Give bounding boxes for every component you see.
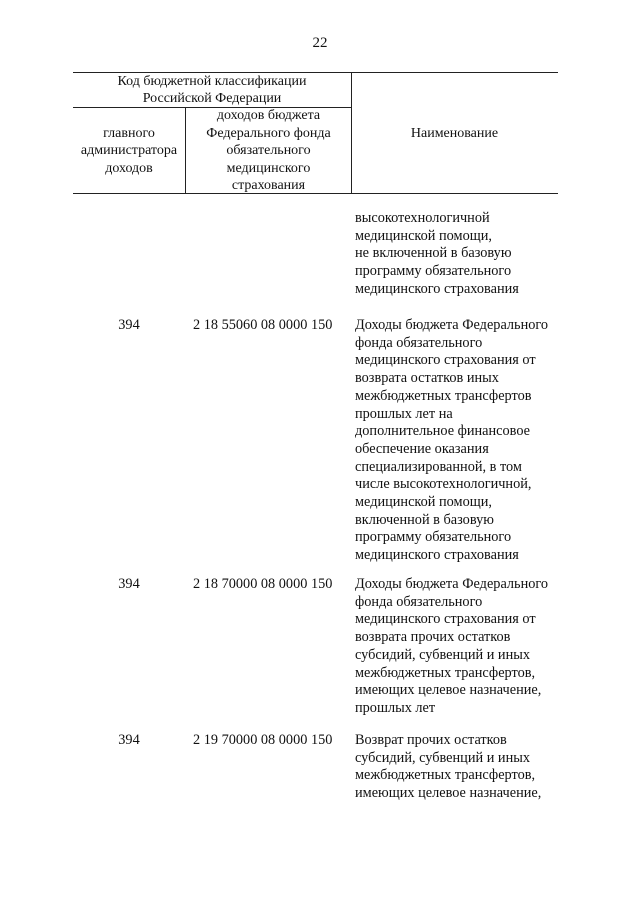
- budget-code: 2 19 70000 08 0000 150: [193, 732, 333, 748]
- header-col-admin: главного администратора доходов: [80, 125, 178, 176]
- admin-code: 394: [118, 576, 140, 592]
- row-name: Доходы бюджета Федерального фонда обязательного медицинского страхования от возврата остатков иных межбюджетных трансфертов прошлых лет на дополнительное финансовое обеспечение оказания специализированной, в том числе высокотехнологичной, медицинской помощи, включенной в базовую программу обязательного медицинского страхования: [355, 317, 549, 564]
- header-col-fund: доходов бюджета Федерального фонда обязательного медицинского страхования: [206, 108, 331, 194]
- table-header: [73, 72, 558, 194]
- row-name: Возврат прочих остатков субсидий, субвенций и иных межбюджетных трансфертов, имеющих целевое назначение,: [355, 732, 542, 802]
- continuation-text: высокотехнологичной медицинской помощи, не включенной в базовую программу обязательного медицинского страхования: [355, 210, 519, 297]
- row-name: Доходы бюджета Федерального фонда обязательного медицинского страхования от возврата прочих остатков субсидий, субвенций и иных межбюджетных трансфертов, имеющих целевое назначение, прошлых лет: [355, 576, 549, 716]
- header-group-title: Код бюджетной классификации Российской Федерации: [117, 73, 307, 106]
- header-col-name: Наименование: [410, 125, 499, 141]
- admin-code: 394: [118, 732, 140, 748]
- page-number: 22: [312, 35, 328, 51]
- budget-code: 2 18 70000 08 0000 150: [193, 576, 333, 592]
- admin-code: 394: [118, 317, 140, 333]
- budget-code: 2 18 55060 08 0000 150: [193, 317, 333, 333]
